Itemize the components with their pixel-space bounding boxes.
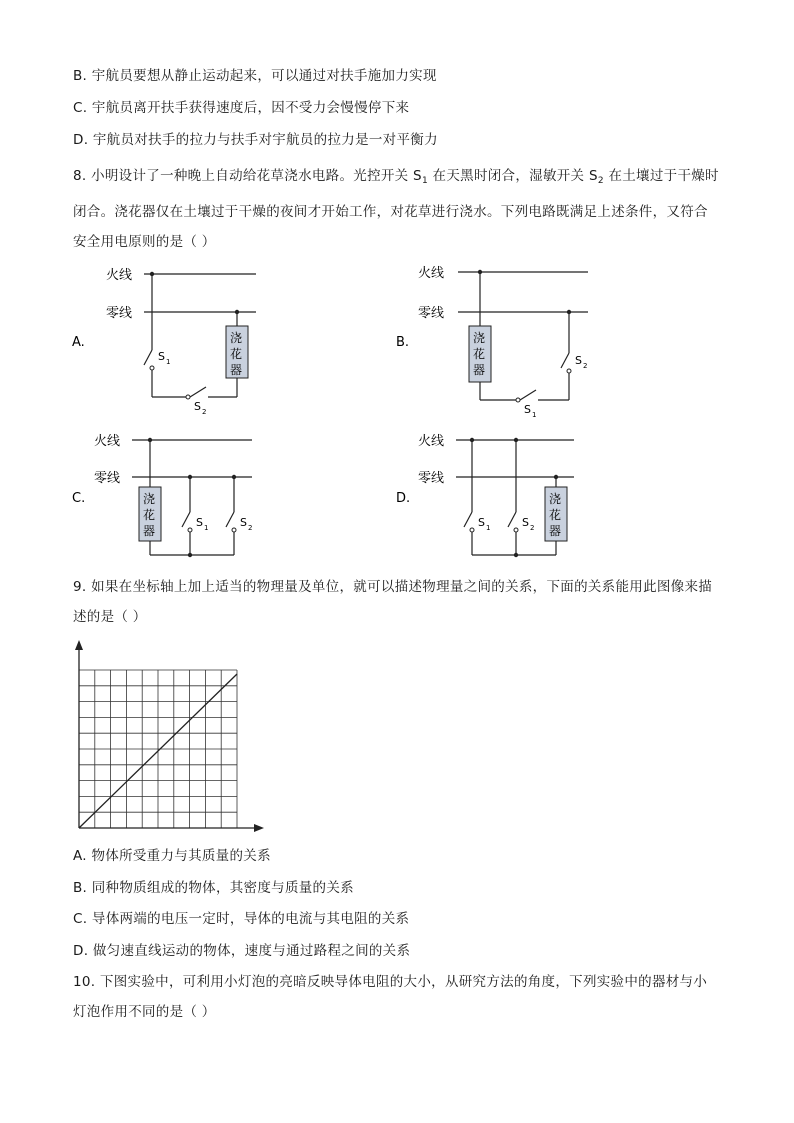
device-char: 浇 [230,331,243,345]
x-axis-arrow [254,824,264,832]
device-char: 器 [143,524,156,538]
circuit-a [66,258,276,418]
option-b-letter: B. [396,335,410,350]
circuit-d [390,428,600,563]
option-c-letter: C. [72,491,86,506]
switch-s1-label: S [524,403,531,416]
option-a-letter: A. [72,335,85,350]
q7-option-c: C. 宇航员离开扶手获得速度后，因不受力会慢慢停下来 [73,100,410,116]
circuit-b [390,258,600,423]
switch-s1-sub: 1 [166,358,171,366]
switch-s2-blade [190,387,206,397]
switch-s1-blade [182,512,190,527]
device-char: 花 [143,508,156,522]
q8-stem-line3: 安全用电原则的是（ ） [73,234,216,250]
live-wire-label: 火线 [418,434,445,449]
switch-s2-label: S [194,400,201,413]
switch-s2-contact [232,528,236,532]
device-char: 花 [549,508,562,522]
switch-s2-label: S [522,516,529,529]
device-char: 器 [473,363,486,377]
s1-subscript: 1 [421,176,428,186]
q9-stem-line1: 9. 如果在坐标轴上加上适当的物理量及单位，就可以描述物理量之间的关系，下面的关系能用此图像来描 [73,579,713,595]
q9-option-c: C. 导体两端的电压一定时，导体的电流与其电阻的关系 [73,911,410,927]
switch-s2-blade [226,512,234,527]
q7-option-b: B. 宇航员要想从静止运动起来，可以通过对扶手施加力实现 [73,68,437,84]
q7-option-d: D. 宇航员对扶手的拉力与扶手对宇航员的拉力是一对平衡力 [73,132,438,148]
switch-s2-contact [567,369,571,373]
switch-s1-blade [464,512,472,527]
switch-s2-contact [514,528,518,532]
option-d-letter: D. [396,491,411,506]
q9-graph [68,636,268,836]
q8-stem-line1 [73,166,719,191]
device-char: 器 [549,524,562,538]
q10-stem-line1: 10. 下图实验中，可利用小灯泡的亮暗反映导体电阻的大小，从研究方法的角度，下列实验中的器材与小 [73,974,708,990]
device-char: 浇 [473,331,486,345]
neutral-wire-label: 零线 [418,306,445,321]
switch-s2-sub: 2 [248,524,253,532]
neutral-wire-label: 零线 [94,471,121,486]
switch-s2-label: S [240,516,247,529]
device-char: 花 [473,347,486,361]
switch-s1-blade [144,350,152,365]
switch-s1-label: S [158,350,165,363]
q8-stem-part3: 在土壤过于干燥时 [603,168,719,184]
neutral-wire-label: 零线 [106,306,133,321]
switch-s2-contact [186,395,190,399]
q8-stem-line2: 闭合。浇花器仅在土壤过于干燥的夜间才开始工作，对花草进行浇水。下列电路既满足上述条件，又符合 [73,204,708,220]
switch-s1-blade [520,390,536,400]
s2-subscript: 2 [597,176,604,186]
live-wire-label: 火线 [418,266,445,281]
live-wire-label: 火线 [94,434,121,449]
live-wire-label: 火线 [106,268,133,283]
q9-option-b: B. 同种物质组成的物体，其密度与质量的关系 [73,880,354,896]
q8-stem-part1: 8. 小明设计了一种晚上自动给花草浇水电路。光控开关 S [73,168,422,184]
switch-s1-sub: 1 [204,524,209,532]
junction-dot [514,553,518,557]
switch-s1-contact [470,528,474,532]
q9-stem-line2: 述的是（ ） [73,609,147,625]
switch-s2-sub: 2 [583,362,588,370]
switch-s1-sub: 1 [532,411,537,419]
q9-option-a: A. 物体所受重力与其质量的关系 [73,848,271,864]
q9-option-d: D. 做匀速直线运动的物体，速度与通过路程之间的关系 [73,943,411,959]
switch-s1-sub: 1 [486,524,491,532]
switch-s2-sub: 2 [202,408,207,416]
device-char: 浇 [549,492,562,506]
device-char: 器 [230,363,243,377]
switch-s1-contact [150,366,154,370]
switch-s2-sub: 2 [530,524,535,532]
switch-s2-blade [561,353,569,368]
device-char: 浇 [143,492,156,506]
neutral-wire-label: 零线 [418,471,445,486]
device-char: 花 [230,347,243,361]
switch-s2-label: S [575,354,582,367]
y-axis-arrow [75,640,83,650]
switch-s1-contact [188,528,192,532]
switch-s1-contact [516,398,520,402]
switch-s2-blade [508,512,516,527]
circuit-c [66,428,276,563]
switch-s1-label: S [478,516,485,529]
q10-stem-line2: 灯泡作用不同的是（ ） [73,1004,216,1020]
switch-s1-label: S [196,516,203,529]
q8-stem-part2: 在天黑时闭合，湿敏开关 S [427,168,598,184]
